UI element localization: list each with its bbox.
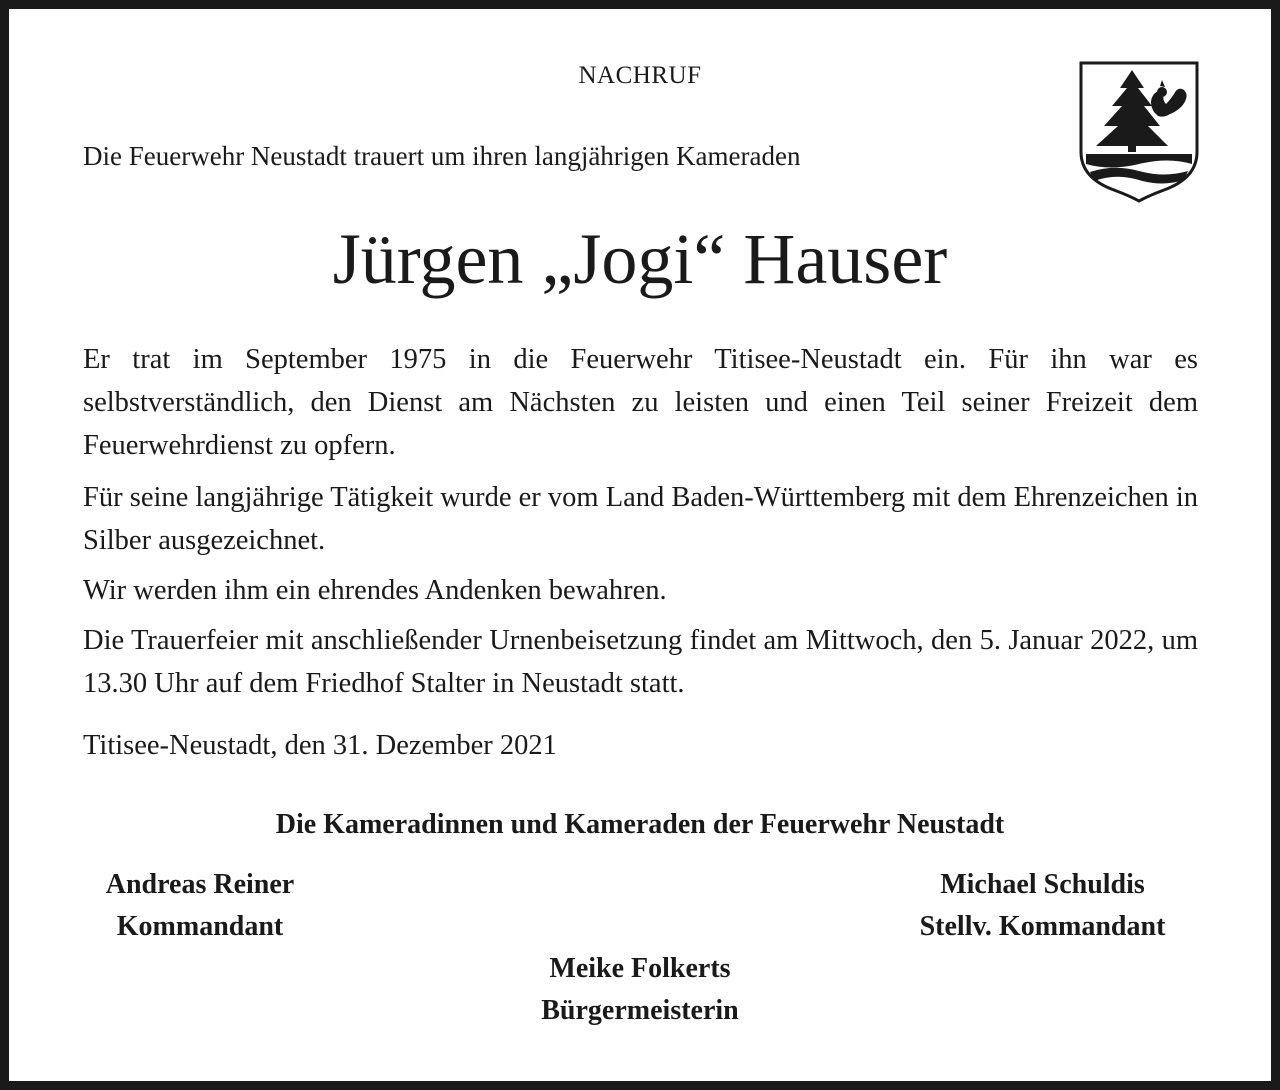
intro-line: Die Feuerwehr Neustadt trauert um ihren langjährigen Kameraden	[83, 141, 801, 171]
dateline: Titisee-Neustadt, den 31. Dezember 2021	[83, 730, 557, 761]
signatory-role: Stellv. Kommandant	[919, 911, 1166, 942]
signatory-name: Andreas Reiner	[105, 869, 295, 900]
notice-heading: NACHRUF	[578, 62, 702, 89]
signatory-left	[80, 864, 320, 948]
signatory-name: Michael Schuldis	[940, 869, 1145, 900]
signatory-center	[440, 948, 840, 1032]
signatory-right	[880, 864, 1205, 948]
signatory-name: Meike Folkerts	[549, 953, 731, 984]
deceased-name: Jürgen „Jogi“ Hauser	[332, 219, 948, 299]
paragraph-service: Er trat im September 1975 in die Feuerwehr Titisee-Neustadt ein. Für ihn war es selbstverständlich, den Dienst am Nächsten zu leisten und einen Teil seiner Freizeit dem Feuerwehrdienst zu opfern.	[83, 344, 1198, 461]
signoff-line: Die Kameradinnen und Kameraden der Feuerwehr Neustadt	[275, 809, 1005, 840]
signatory-role: Kommandant	[116, 911, 284, 942]
paragraph-remembrance: Wir werden ihm ein ehrendes Andenken bewahren.	[83, 575, 667, 606]
coat-of-arms-icon	[1078, 60, 1200, 204]
paragraph-funeral: Die Trauerfeier mit anschließender Urnenbeisetzung findet am Mittwoch, den 5. Januar 2022, um 13.30 Uhr auf dem Friedhof Stalter in Neustadt statt.	[83, 625, 1198, 699]
paragraph-honour: Für seine langjährige Tätigkeit wurde er vom Land Baden-Württemberg mit dem Ehrenzeichen in Silber ausgezeichnet.	[83, 482, 1198, 556]
signatory-role: Bürgermeisterin	[541, 995, 739, 1026]
